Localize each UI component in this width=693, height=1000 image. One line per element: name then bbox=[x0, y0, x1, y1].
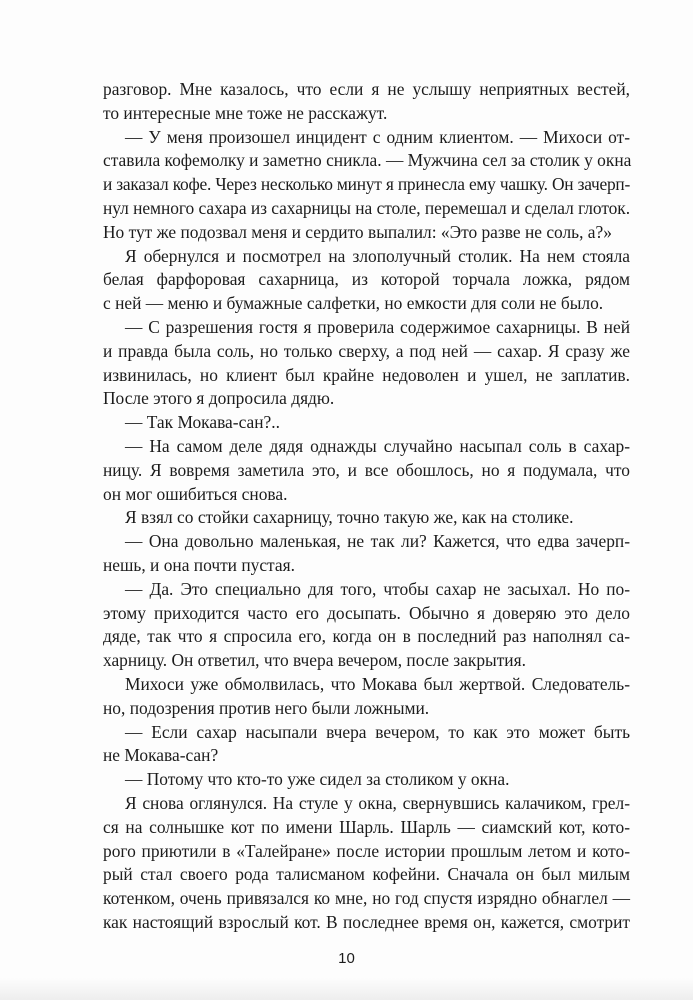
text-line: Я взял со стойки сахарницу, точно такую же, как на столике. bbox=[125, 507, 574, 528]
text-line: белая фарфоровая сахарница, из которой торчала ложка, рядом bbox=[103, 269, 630, 290]
text-line: но, подозрения против него были ложными. bbox=[103, 697, 430, 718]
text-line: этому приходится часто его досыпать. Обычно я доверяю это дело bbox=[103, 602, 630, 623]
text-line: Михоси уже обмолвилась, что Мокава был жертвой. Следователь- bbox=[125, 673, 630, 694]
text-line: то интересные мне тоже не расскажут. bbox=[103, 102, 388, 123]
text-line: — На самом деле дядя однажды случайно насыпал соль в сахар- bbox=[125, 435, 630, 456]
text-line: нул немного сахара из сахарницы на столе, перемешал и сделал глоток. bbox=[103, 197, 630, 218]
text-line: Я обернулся и посмотрел на злополучный столик. На нем стояла bbox=[125, 245, 630, 266]
text-line: извинилась, но клиент был крайне недоволен и ушел, не заплатив. bbox=[103, 364, 630, 385]
text-line: рого приютили в «Талейране» после истории прошлым летом и кото- bbox=[103, 840, 630, 861]
text-line: — С разрешения гостя я проверила содержимое сахарницы. В ней bbox=[125, 316, 630, 337]
text-line: — У меня произошел инцидент с одним клиентом. — Михоси от- bbox=[125, 126, 630, 147]
text-line: рый стал своего рода талисманом кофейни. Сначала он был милым bbox=[103, 864, 630, 885]
text-line: ницу. Я вовремя заметила это, и все обошлось, но я подумала, что bbox=[103, 459, 630, 480]
text-line: харницу. Он ответил, что вчера вечером, после закрытия. bbox=[103, 650, 526, 671]
text-line: После этого я допросила дядю. bbox=[103, 388, 335, 409]
text-line: и заказал кофе. Через несколько минут я принесла ему чашку. Он зачерп- bbox=[103, 174, 630, 195]
text-line: разговор. Мне казалось, что если я не услышу неприятных вестей, bbox=[103, 79, 630, 99]
text-line: — Так Мокава-сан?.. bbox=[125, 412, 280, 433]
text-line: с ней — меню и бумажные салфетки, но емкости для соли не было. bbox=[103, 293, 604, 314]
text-line: — Она довольно маленькая, не так ли? Кажется, что едва зачерп- bbox=[125, 531, 630, 552]
text-line: — Да. Это специально для того, чтобы сахар не засыхал. Но по- bbox=[125, 578, 630, 599]
text-line: котенком, очень привязался ко мне, но год спустя изрядно обнаглел — bbox=[103, 888, 630, 909]
text-line: дяде, так что я спросила его, когда он в последний раз наполнял са- bbox=[103, 626, 630, 647]
text-line: Но тут же подозвал меня и сердито выпалил: «Это разве не соль, а?» bbox=[103, 221, 612, 242]
text-line: ся на солнышке кот по имени Шарль. Шарль — сиамский кот, кото- bbox=[103, 816, 630, 837]
text-line: не Мокава-сан? bbox=[103, 745, 219, 766]
text-line: он мог ошибиться снова. bbox=[103, 483, 288, 504]
text-line: — Потому что кто-то уже сидел за столиком у окна. bbox=[125, 769, 510, 790]
body-text bbox=[103, 78, 630, 935]
text-line: и правда была соль, но только сверху, а под ней — сахар. Я сразу же bbox=[103, 340, 630, 361]
text-line: ставила кофемолку и заметно сникла. — Мужчина сел за столик у окна bbox=[103, 150, 632, 171]
text-line: Я снова оглянулся. На стуле у окна, свернувшись калачиком, грел- bbox=[125, 792, 630, 813]
text-line: как настоящий взрослый кот. В последнее время он, кажется, смотрит bbox=[103, 911, 630, 932]
text-line: — Если сахар насыпали вчера вечером, то как это может быть bbox=[125, 721, 630, 742]
text-line: нешь, и она почти пустая. bbox=[103, 554, 295, 575]
scan-shadow bbox=[0, 978, 693, 1000]
page-number: 10 bbox=[338, 950, 355, 967]
